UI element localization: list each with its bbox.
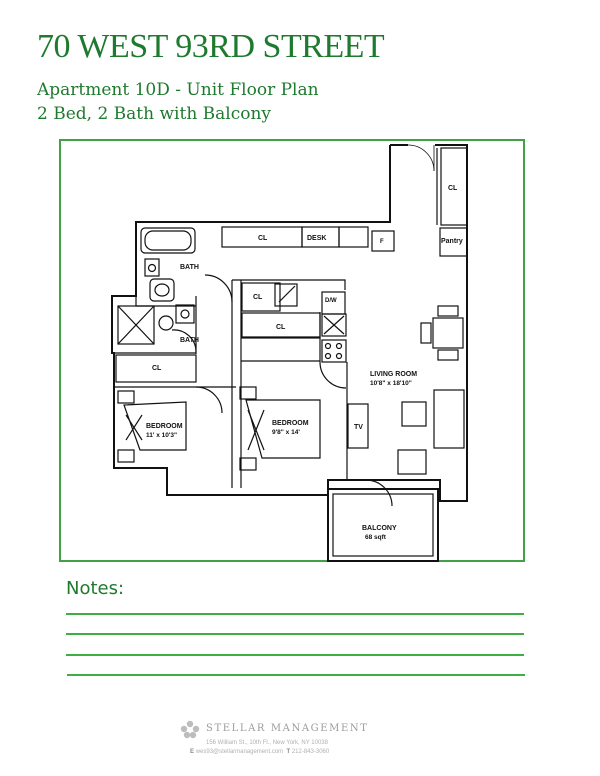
closet-label-top-right: CL	[448, 185, 458, 192]
notes-line[interactable]	[66, 654, 524, 656]
fridge-label: F	[380, 239, 384, 245]
company-email[interactable]: wes93@stellarmanagement.com	[195, 749, 284, 755]
dishwasher-label: D/W	[325, 298, 337, 304]
notes-line[interactable]	[66, 633, 524, 635]
page-title: 70 WEST 93RD STREET	[37, 28, 385, 65]
pantry-label: Pantry	[441, 238, 463, 245]
bath-label-lower: BATH	[180, 337, 199, 344]
balcony-size: 68 sqft	[365, 534, 386, 541]
living-room-size: 10'8" x 18'10"	[370, 380, 412, 387]
stellar-logo-icon	[180, 720, 200, 740]
company-name: STELLAR MANAGEMENT	[206, 723, 369, 734]
company-phone[interactable]: 212-843-3060	[291, 749, 330, 755]
bedroom1-label: BEDROOM	[146, 423, 183, 430]
notes-line[interactable]	[67, 674, 525, 676]
bedroom2-label: BEDROOM	[272, 420, 309, 427]
bedroom1-size: 11' x 10'3"	[146, 432, 178, 439]
living-room-label: LIVING ROOM	[370, 371, 418, 378]
balcony-label: BALCONY	[362, 525, 397, 532]
phone-prefix: T	[286, 749, 291, 755]
bath-label-upper: BATH	[180, 264, 199, 271]
desk-label: DESK	[307, 235, 327, 242]
outer-wall	[112, 145, 467, 501]
bedroom2-size: 9'8" x 14'	[272, 429, 300, 436]
closet-label-mid2: CL	[276, 324, 286, 331]
closet-label-kitchen: CL	[258, 235, 268, 242]
company-address: 156 William St., 10th Fl., New York, NY 10038	[206, 740, 328, 746]
notes-line[interactable]	[66, 613, 524, 615]
closet-label-mid: CL	[253, 294, 263, 301]
company-contact	[190, 749, 329, 755]
email-prefix: E	[190, 749, 195, 755]
tv-label: TV	[354, 424, 363, 431]
unit-subtitle: Apartment 10D - Unit Floor Plan	[37, 80, 319, 100]
notes-label: Notes:	[66, 578, 125, 599]
closet-label-bedroom1: CL	[152, 365, 162, 372]
unit-layout-subtitle: 2 Bed, 2 Bath with Balcony	[37, 104, 272, 124]
